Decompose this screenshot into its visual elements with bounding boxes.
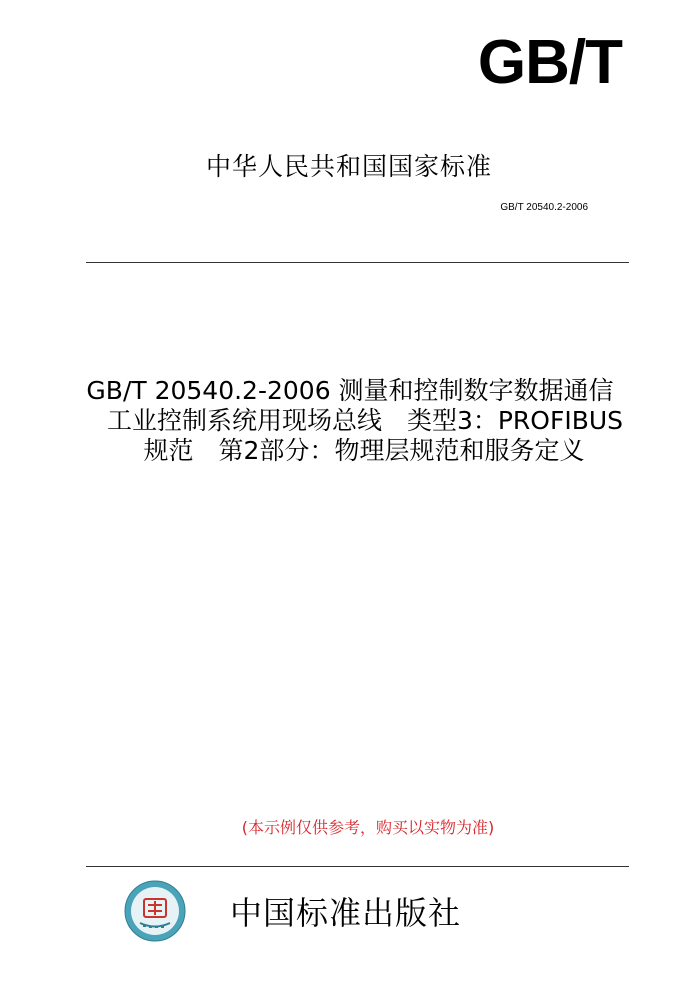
title-line-3: 规范 第2部分：物理层规范和服务定义 — [143, 436, 585, 465]
publisher-name: 中国标准出版社 — [230, 894, 462, 932]
document-title — [0, 376, 700, 466]
issuer-title: 中华人民共和国国家标准 — [205, 152, 492, 181]
publisher-seal-icon — [124, 880, 186, 942]
title-line-2: 工业控制系统用现场总线 类型3：PROFIBUS — [106, 406, 624, 435]
standard-number: GB/T 20540.2-2006 — [500, 202, 588, 213]
title-line-1: GB/T 20540.2-2006 测量和控制数字数据通信 — [86, 376, 614, 405]
bottom-divider — [86, 866, 629, 867]
standard-code-logo: GB/T — [477, 28, 622, 97]
top-divider — [86, 262, 629, 263]
sample-notice: (本示例仅供参考，购买以实物为准) — [241, 818, 495, 837]
